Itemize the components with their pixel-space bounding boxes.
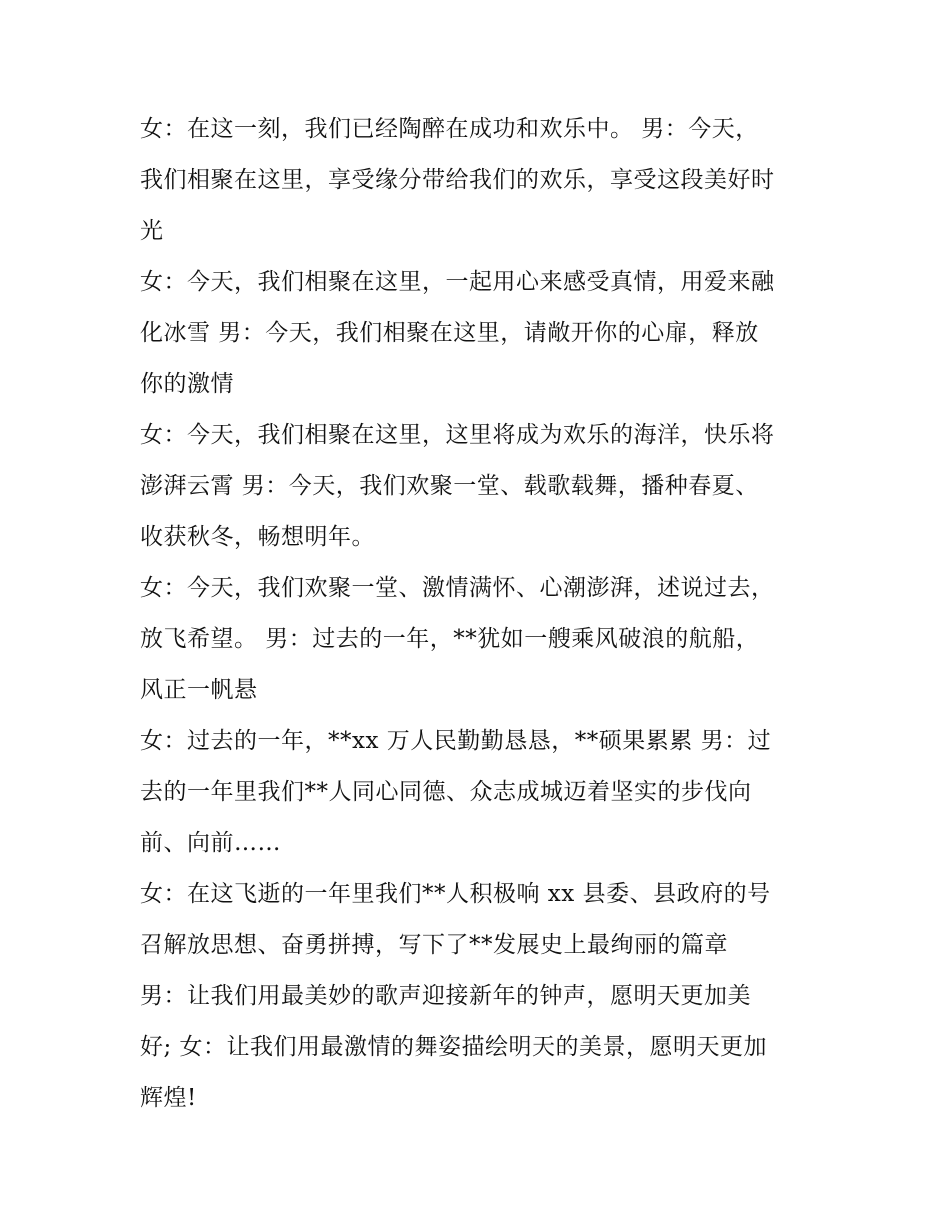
text-line: 女：过去的一年，**xx 万人民勤勤恳恳，**硕果累累 男：过 — [140, 728, 772, 754]
text-line: 召解放思想、奋勇拼搏，写下了**发展史上最绚丽的篇章 — [140, 932, 728, 958]
text-line: 化冰雪 男：今天，我们相聚在这里，请敞开你的心扉，释放 — [140, 320, 759, 346]
text-line: 辉煌! — [140, 1085, 197, 1111]
text-line: 风正一帆悬 — [140, 677, 258, 703]
text-line: 澎湃云霄 男：今天，我们欢聚一堂、载歌载舞，播种春夏、 — [140, 473, 759, 499]
text-line: 你的激情 — [140, 371, 234, 397]
text-line: 好; 女：让我们用最激情的舞姿描绘明天的美景，愿明天更加 — [140, 1034, 768, 1060]
text-line: 男：让我们用最美妙的歌声迎接新年的钟声，愿明天更加美 — [140, 983, 751, 1009]
text-line: 女：在这飞逝的一年里我们**人积极响 xx 县委、县政府的号 — [140, 881, 771, 907]
text-line: 女：今天，我们欢聚一堂、激情满怀、心潮澎湃，述说过去， — [140, 575, 775, 601]
text-line: 我们相聚在这里，享受缘分带给我们的欢乐，享受这段美好时 — [140, 167, 775, 193]
document-body — [140, 104, 820, 1124]
text-line: 去的一年里我们**人同心同德、众志成城迈着坚实的步伐向 — [140, 779, 752, 805]
text-line: 女：今天，我们相聚在这里，一起用心来感受真情，用爱来融 — [140, 269, 775, 295]
text-line: 光 — [140, 218, 164, 244]
text-line: 前、向前…… — [140, 830, 281, 856]
text-line: 收获秋冬，畅想明年。 — [140, 524, 375, 550]
text-line: 女：今天，我们相聚在这里，这里将成为欢乐的海洋，快乐将 — [140, 422, 775, 448]
text-line: 女：在这一刻，我们已经陶醉在成功和欢乐中。 男：今天， — [140, 116, 759, 142]
text-line: 放飞希望。 男：过去的一年，**犹如一艘乘风破浪的航船， — [140, 626, 760, 652]
